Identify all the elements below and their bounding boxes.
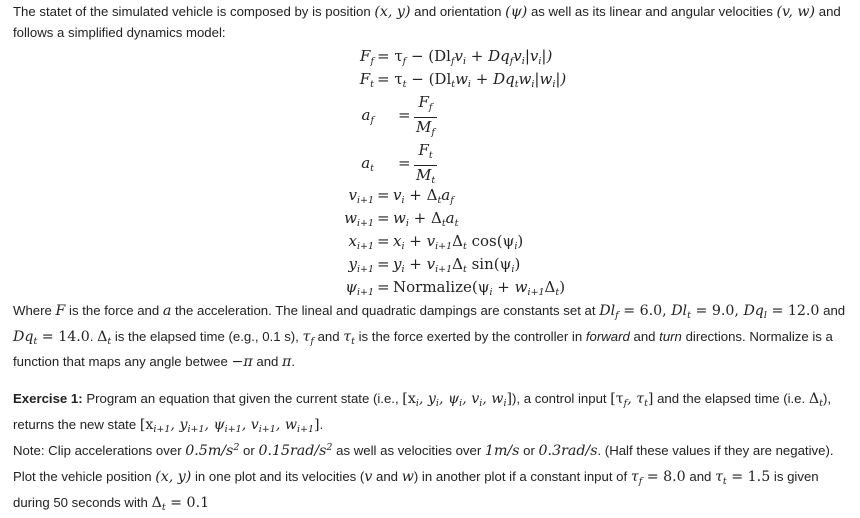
equation-y-position: $y_{i+1}$ = $y_i + v_{i+1}\Delta_t$ $\sin(\psi_i)$ <box>348 255 521 275</box>
intro-text: as well as its linear and angular velocities <box>527 4 777 19</box>
math-velocities: (v, w) <box>776 4 816 20</box>
plot-paragraph: Plot the vehicle position (x, y) in one plot and its velocities (v and w) in another plot if a constant input of $\tau_f = 8.0$ and $\tau_t = 1.5$ is given during 50 seconds with $\Delta_t = 0.1$ <box>13 469 819 513</box>
note-paragraph: Note: Clip accelerations over $0.5m/s^2$ or $0.15rad/s^2$ as well as velocities over 1m/s or 0.3rad/s. (Half these values if they are negative). <box>13 442 834 459</box>
equation-x-position: $x_{i+1}$ = $x_i + v_{i+1}\Delta_t$ $\cos(\psi_i)$ <box>348 232 524 252</box>
intro-paragraph <box>13 2 851 43</box>
equation-orientation: $\psi_{i+1}$ = $Normalize(\psi_i + w_{i+1}\Delta_t)$ <box>345 278 566 298</box>
exercise-label: Exercise 1: <box>13 391 83 406</box>
equation-forward-acceleration: $a_f$ = $F_f$ $M_f$ <box>361 93 435 138</box>
math-position: (x, y) <box>374 4 411 20</box>
math-orientation: (ψ) <box>505 4 528 20</box>
equation-turn-acceleration: $a_t$ = $F_t$ $M_t$ <box>361 141 436 186</box>
equation-angular-velocity: $w_{i+1}$ = $w_i + \Delta_ta_t$ <box>344 209 459 229</box>
equation-linear-velocity: $v_{i+1}$ = $v_i + \Delta_ta_f$ <box>348 186 454 206</box>
equation-forward-force: $F_f$ = $\tau_f - (Dl_fv_i + Dq_fv_i|v_i|)$ <box>360 47 553 67</box>
equation-turn-force: $F_t$ = $\tau_t - (Dl_tw_i + Dq_tw_i|w_i|)$ <box>359 70 567 90</box>
where-paragraph: Where F is the force and a the acceleration. The lineal and quadratic dampings are constants set at $Dl_f = 6.0$, $Dl_t = 9.0$, $Dq_l = 12.0$ and $Dq_t = 14.0$. $\Delta_t$ is the elapsed time (e.g., 0.1 s), $\tau_f$ and $\tau_t$ is the force exerted by the controller in forward and turn directions. Normalize is a function that maps any angle betwee −π and π. <box>13 303 846 370</box>
intro-text: and orientation <box>410 4 506 19</box>
intro-text: and follows a simplified dynamics model: <box>13 4 841 40</box>
exercise-paragraph: Exercise 1: Program an equation that given the current state (i.e., [$x_i$, $y_i$, $\psi_i$, $v_i$, $w_i$]), a control input [$\tau_f$, $\tau_t$] and the elapsed time (i.e. $\Delta_t$), returns the new state [$x_{i+1}$, $y_{i+1}$, $\psi_{i+1}$, $v_{i+1}$, $w_{i+1}$]. <box>13 391 831 435</box>
intro-text: The statet of the simulated vehicle is composed by is position <box>13 4 375 19</box>
